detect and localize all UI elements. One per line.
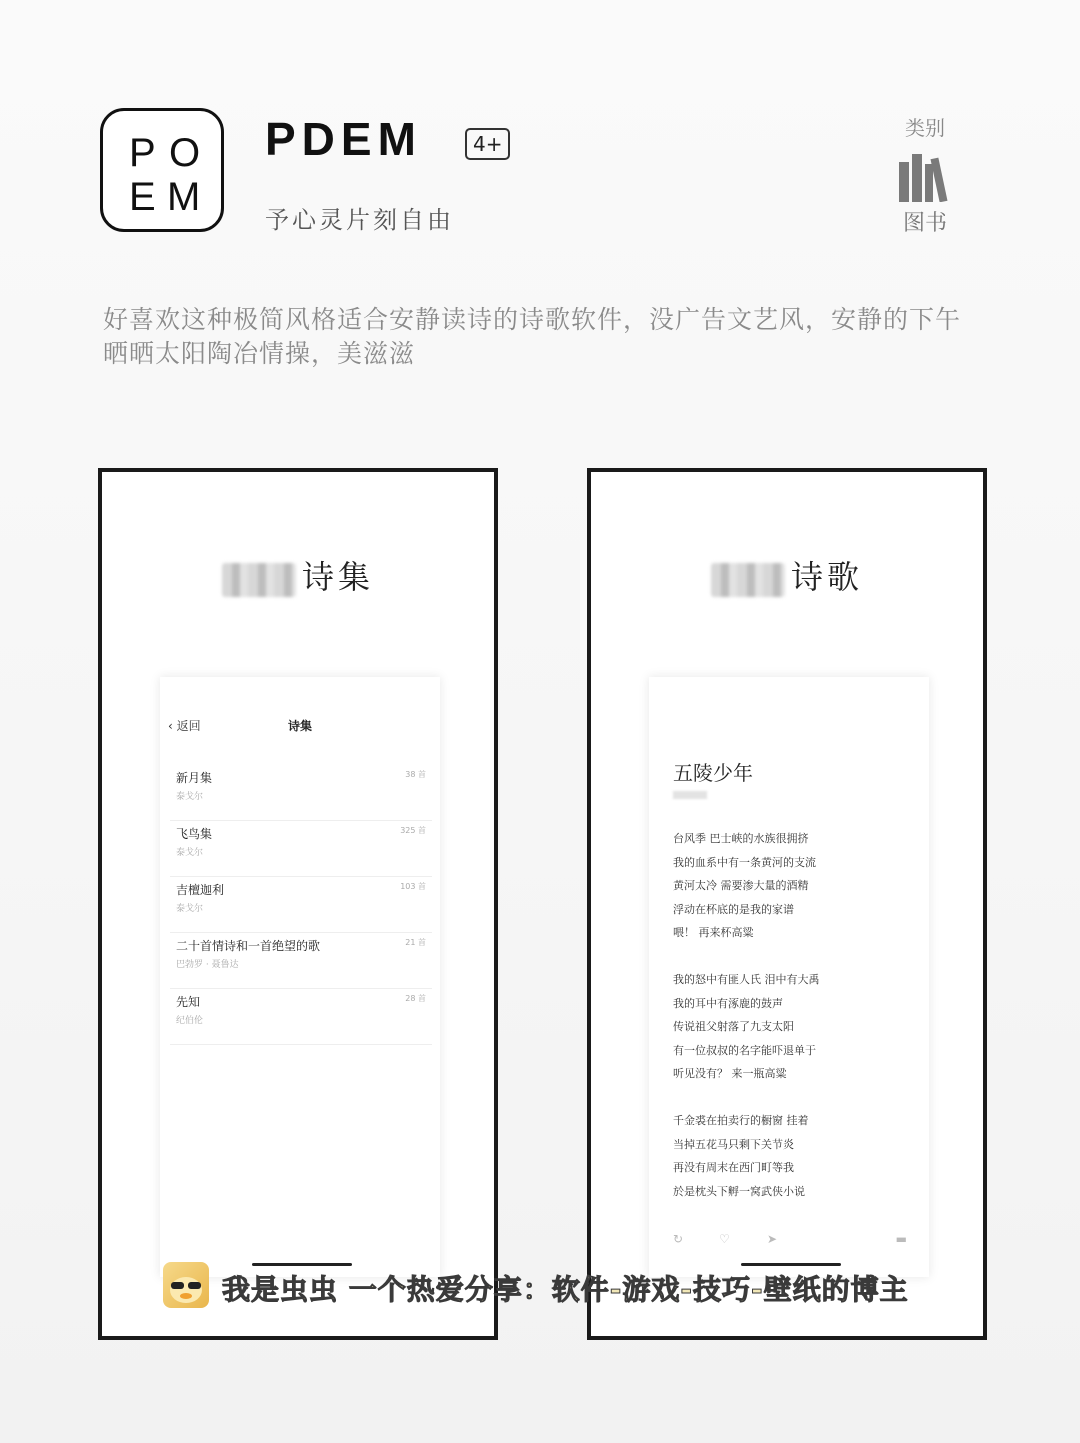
list-item[interactable]: 飞鸟集 泰戈尔 325 首 <box>170 821 432 877</box>
category-label: 类别 <box>905 116 945 140</box>
app-title: PDEM <box>265 113 422 165</box>
send-icon[interactable]: ➤ <box>767 1232 778 1246</box>
refresh-icon[interactable]: ↻ <box>673 1232 684 1246</box>
poem-card <box>649 677 929 1277</box>
poem-action-bar <box>673 1232 907 1248</box>
app-tagline: 予心灵片刻自由 <box>265 206 454 234</box>
back-button[interactable]: ‹ 返回 <box>168 719 201 733</box>
poem-stanza: 我的怒中有匪人氏 泪中有大禹 我的耳中有涿鹿的鼓声 传说祖父射落了九支太阳 有一位叔叔的名字能吓退单于 听见没有？ 来一瓶高粱 <box>673 973 820 1080</box>
app-icon <box>100 108 224 232</box>
blurred-text <box>711 563 785 597</box>
category-value: 图书 <box>902 211 947 236</box>
poem-title: 五陵少年 <box>673 761 753 785</box>
more-icon[interactable]: ▬ <box>895 1232 907 1246</box>
phone-screenshot-collections <box>98 468 498 1340</box>
books-icon <box>899 154 953 202</box>
icon-letter-e: E <box>129 175 156 219</box>
list-item[interactable]: 新月集 泰戈尔 38 首 <box>170 765 432 821</box>
home-indicator[interactable] <box>741 1263 841 1266</box>
icon-letter-m: M <box>167 175 201 219</box>
poem-stanza: 台风季 巴士峡的水族很拥挤 我的血系中有一条黄河的支流 黄河太冷 需要渗大量的酒精 浮动在杯底的是我的家谱 喂！ 再来杯高粱 <box>673 832 816 939</box>
heart-icon[interactable]: ♡ <box>719 1232 730 1246</box>
poem-stanza: 千金裘在拍卖行的橱窗 挂着 当掉五花马只剩下关节炎 再没有周末在西门町等我 於是枕头下孵一窝武侠小说 <box>673 1114 809 1198</box>
icon-letter-o: O <box>169 131 201 175</box>
icon-letter-p: P <box>129 131 156 175</box>
home-indicator[interactable] <box>252 1263 352 1266</box>
screen-title: 诗集 <box>102 552 494 598</box>
chevron-left-icon: ‹ <box>168 719 177 733</box>
screen-title: 诗歌 <box>591 552 983 598</box>
list-item[interactable]: 吉檀迦利 泰戈尔 103 首 <box>170 877 432 933</box>
phone-screenshot-poem <box>587 468 987 1340</box>
watermark-text: 我是虫虫 一个热爱分享：软件-游戏-技巧-壁纸的博主 <box>222 1273 909 1306</box>
collections-card <box>160 677 440 1277</box>
poem-author-blurred <box>673 791 707 799</box>
age-rating-badge: 4+ <box>465 128 510 160</box>
nav-title: 诗集 <box>287 719 312 733</box>
collection-list <box>170 765 432 1045</box>
review-text: 好喜欢这种极简风格适合安静读诗的诗歌软件，没广告文艺风，安静的下午晒晒太阳陶冶情操，美滋滋 <box>103 305 962 368</box>
blurred-text <box>222 563 296 597</box>
list-item[interactable]: 先知 纪伯伦 28 首 <box>170 989 432 1045</box>
list-item[interactable]: 二十首情诗和一首绝望的歌 巴勃罗 · 聂鲁达 21 首 <box>170 933 432 989</box>
watermark-avatar <box>163 1262 209 1308</box>
